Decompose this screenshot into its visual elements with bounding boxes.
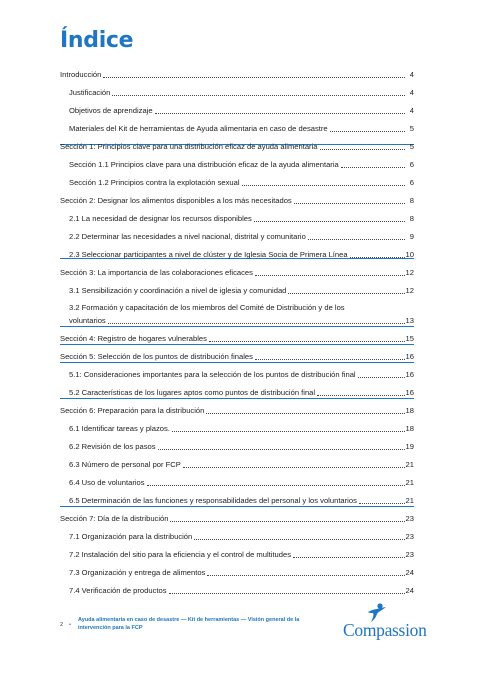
toc-entry-subsection[interactable]	[69, 566, 414, 578]
section-divider	[60, 344, 414, 345]
dot-leader	[317, 387, 404, 396]
toc-page-number: 4	[409, 106, 414, 115]
toc-label: 2.3 Seleccionar participantes a nivel de clúster y de Iglesia Socia de Primera Línea	[69, 250, 348, 259]
dot-leader	[170, 513, 404, 522]
dot-leader	[359, 495, 405, 504]
dot-leader	[330, 123, 405, 132]
toc-page-number: 6	[409, 160, 414, 169]
dot-leader	[158, 441, 405, 450]
toc-page-number: 23	[405, 550, 414, 559]
toc-entry-section[interactable]	[60, 140, 414, 152]
logo-wordmark: Compassion	[343, 620, 427, 640]
toc-label: 7.2 Instalación del sitio para la eficiencia y el control de multitudes	[69, 550, 292, 559]
compassion-logo	[343, 603, 435, 643]
toc-page-number: 21	[405, 460, 414, 469]
toc-label: Sección 7: Día de la distribución	[60, 514, 169, 523]
toc-entry-subsection[interactable]	[69, 548, 414, 560]
toc-page-number: 16	[405, 352, 414, 361]
toc-label: 5.2 Características de los lugares aptos como puntos de distribución final	[69, 388, 316, 397]
dot-leader	[254, 213, 405, 222]
toc-page-number: 21	[405, 496, 414, 505]
toc-entry-section[interactable]	[60, 350, 414, 362]
toc-entry-subsection[interactable]	[69, 476, 414, 488]
toc-page-number: 8	[409, 196, 414, 205]
page-number: 2	[60, 622, 64, 628]
toc-entry-section[interactable]	[60, 68, 414, 80]
toc-page-number: 5	[409, 124, 414, 133]
toc-entry-subsection[interactable]	[69, 158, 414, 170]
dot-leader	[255, 267, 405, 276]
toc-entry-subsection[interactable]	[69, 302, 414, 326]
dot-leader	[147, 477, 405, 486]
toc-entry-section[interactable]	[60, 404, 414, 416]
toc-label: Introducción	[60, 70, 102, 79]
toc-page-number: 13	[405, 316, 414, 325]
toc-label: 6.3 Número de personal por FCP	[69, 460, 181, 469]
dot-leader	[155, 105, 405, 114]
dot-leader	[207, 567, 404, 576]
toc-entry-subsection[interactable]	[69, 176, 414, 188]
dot-leader	[293, 549, 405, 558]
dot-leader	[242, 177, 405, 186]
toc-entry-subsection[interactable]	[69, 284, 414, 296]
toc-page-number: 23	[405, 514, 414, 523]
toc-page-number: 16	[405, 370, 414, 379]
toc-entry-subsection[interactable]	[69, 386, 414, 398]
dot-leader	[308, 231, 405, 240]
toc-label: 2.2 Determinar las necesidades a nivel nacional, distrital y comunitario	[69, 232, 306, 241]
toc-label: 6.5 Determinación de las funciones y responsabilidades del personal y los voluntarios	[69, 496, 357, 505]
toc-page-number: 4	[409, 70, 414, 79]
page-title: Índice	[60, 28, 134, 53]
toc-page-number: 12	[405, 286, 414, 295]
toc-entry-subsection[interactable]	[69, 440, 414, 452]
toc-entry-subsection[interactable]	[69, 530, 414, 542]
toc-entry-subsection[interactable]	[69, 422, 414, 434]
dot-leader	[358, 369, 405, 378]
toc-page-number: 18	[405, 406, 414, 415]
toc-page-number: 8	[409, 214, 414, 223]
toc-entry-subsection[interactable]	[69, 458, 414, 470]
toc-page-number: 24	[405, 586, 414, 595]
toc-label: 6.1 Identificar tareas y plazos.	[69, 424, 170, 433]
toc-entry-subsection[interactable]	[69, 248, 414, 260]
toc-entry-subsection[interactable]	[69, 230, 414, 242]
dot-leader	[209, 333, 405, 342]
toc-label: Sección 5: Selección de los puntos de distribución finales	[60, 352, 253, 361]
toc-entry-section[interactable]	[60, 332, 414, 344]
toc-label: Materiales del Kit de herramientas de Ayuda alimentaria en caso de desastre	[69, 124, 328, 133]
toc-entry-section[interactable]	[60, 194, 414, 206]
toc-label: 3.2 Formación y capacitación de los miembros del Comité de Distribución y de los	[69, 303, 345, 312]
toc-page-number: 19	[405, 442, 414, 451]
toc-label: Sección 1: Principios clave para una distribución eficaz de ayuda alimentaria	[60, 142, 318, 151]
toc-page-number: 21	[405, 478, 414, 487]
dot-leader	[350, 249, 405, 258]
toc-label: Sección 2: Designar los alimentos disponibles a los más necesitados	[60, 196, 292, 205]
toc-label: 7.1 Organización para la distribución	[69, 532, 193, 541]
toc-label: 5.1: Consideraciones importantes para la selección de los puntos de distribución final	[69, 370, 356, 379]
toc-page-number: 12	[405, 268, 414, 277]
toc-page-number: 16	[405, 388, 414, 397]
dot-leader	[169, 585, 405, 594]
dot-leader	[172, 423, 405, 432]
section-divider	[60, 362, 414, 363]
dot-leader	[194, 531, 404, 540]
toc-page-number: 9	[409, 232, 414, 241]
toc-entry-subsection[interactable]	[69, 494, 414, 506]
toc-entry-subsection[interactable]	[69, 122, 414, 134]
toc-label: 7.3 Organización y entrega de alimentos	[69, 568, 206, 577]
section-divider	[60, 398, 414, 399]
toc-page-number: 5	[409, 142, 414, 151]
footer-text: Ayuda alimentaria en caso de desastre — Kit de herramientas — Visión general de la intervención para la FCP	[78, 617, 300, 631]
section-divider	[60, 326, 414, 327]
dot-leader	[294, 195, 405, 204]
dot-leader	[112, 87, 405, 96]
toc-label: 6.4 Uso de voluntarios	[69, 478, 145, 487]
toc-label: Justificación	[69, 88, 111, 97]
toc-label: 6.2 Revisión de los pasos	[69, 442, 156, 451]
toc-label: Sección 1.2 Principios contra la explotación sexual	[69, 178, 240, 187]
dot-leader	[206, 405, 404, 414]
toc-page-number: 10	[405, 250, 414, 259]
toc-entry-subsection[interactable]	[69, 86, 414, 98]
dot-leader	[341, 159, 405, 168]
toc-label: 7.4 Verificación de productos	[69, 586, 167, 595]
dot-leader	[255, 351, 405, 360]
toc-page-number: 6	[409, 178, 414, 187]
toc-entry-subsection[interactable]	[69, 104, 414, 116]
toc-page-number: 15	[405, 334, 414, 343]
toc-label: Objetivos de aprendizaje	[69, 106, 153, 115]
toc-entry-subsection[interactable]	[69, 584, 414, 596]
footer-bullet: •	[69, 622, 71, 628]
toc-label: 2.1 La necesidad de designar los recursos disponibles	[69, 214, 252, 223]
toc-page-number: 4	[409, 88, 414, 97]
toc-label-continued: voluntarios	[69, 316, 106, 325]
dot-leader	[103, 69, 405, 78]
section-divider	[60, 506, 414, 507]
dot-leader	[108, 315, 405, 324]
dot-leader	[183, 459, 405, 468]
toc-page-number: 23	[405, 532, 414, 541]
toc-page-number: 18	[405, 424, 414, 433]
toc-label: Sección 1.1 Principios clave para una distribución eficaz de la ayuda alimentaria	[69, 160, 339, 169]
toc-entry-section[interactable]	[60, 266, 414, 278]
dot-leader	[320, 141, 406, 150]
toc-label: Sección 3: La importancia de las colaboraciones eficaces	[60, 268, 253, 277]
toc-entry-subsection[interactable]	[69, 368, 414, 380]
toc-entry-subsection[interactable]	[69, 212, 414, 224]
toc-page-number: 24	[405, 568, 414, 577]
toc-label: 3.1 Sensibilización y coordinación a nivel de iglesia y comunidad	[69, 286, 287, 295]
dot-leader	[288, 285, 404, 294]
toc-label: Sección 6: Preparación para la distribución	[60, 406, 205, 415]
toc-entry-section[interactable]	[60, 512, 414, 524]
toc-label: Sección 4: Registro de hogares vulnerables	[60, 334, 207, 343]
